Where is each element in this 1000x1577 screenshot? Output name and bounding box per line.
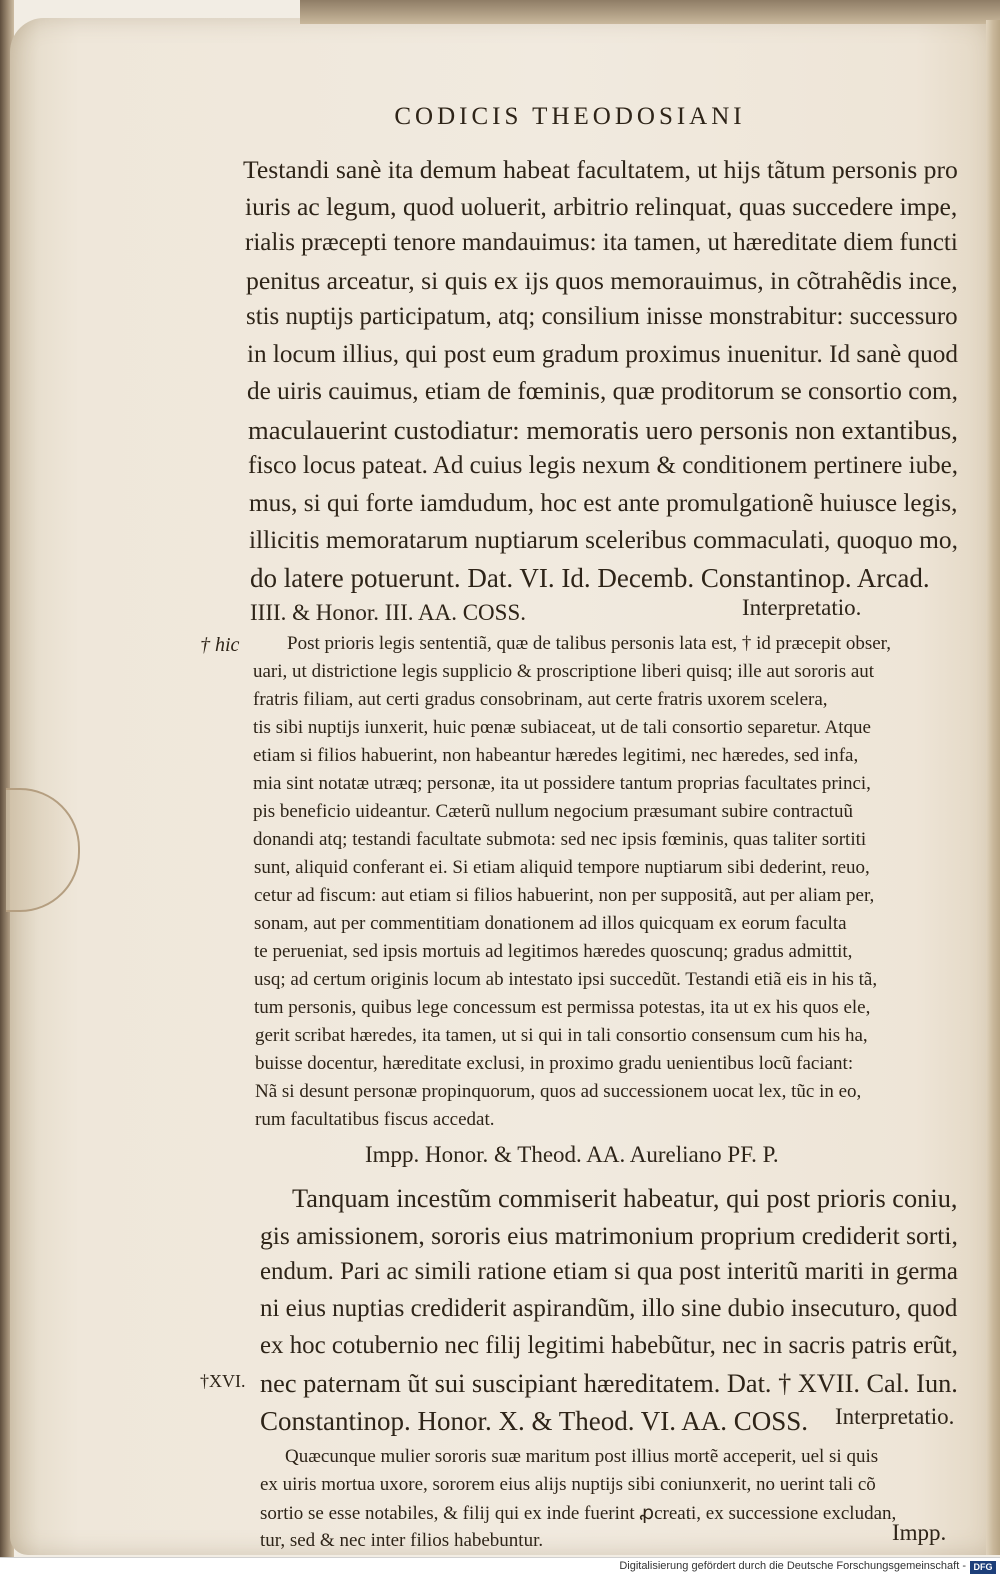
section-heading: Interpretatio.	[742, 595, 862, 620]
text-line: uari, ut districtione legis supplicio & proscriptione liberi quisq; ille aut sororis aut	[253, 661, 875, 682]
text-line: maculauerint custodiatur: memoratis uero personis non extantibus,	[248, 415, 958, 445]
text-line: stis nuptijs participatum, atq; consilium inisse monstrabitur: successuro	[246, 303, 958, 330]
text-line: rum facultatibus fiscus accedat.	[255, 1109, 495, 1130]
text-line: fratris filiam, aut certi gradus consobrinam, aut certe fratris uxorem scelera,	[253, 689, 828, 710]
text-line: mus, si qui forte iamdudum, hoc est ante promulgationẽ huiusce legis,	[249, 489, 958, 517]
text-line: ex hoc cotubernio nec filij legitimi habebũtur, nec in sacris patris erũt,	[260, 1332, 958, 1359]
text-line: usq; ad certum originis locum ab intestato ipsi succedũt. Testandi etiã eis in his tã,	[254, 969, 878, 990]
text-line: in locum illius, qui post eum gradum proximus inuenitur. Id sanè quod	[247, 341, 958, 368]
text-line: Nã si desunt personæ propinquorum, quos ad successionem uocat lex, tũc in eo,	[255, 1081, 862, 1102]
text-line: fisco locus pateat. Ad cuius legis nexum & conditionem pertinere iube,	[248, 452, 958, 479]
text-line: gerit scribat hæredes, ita tamen, ut si qui in tali consortio consensum cum his ha,	[255, 1025, 868, 1046]
text-line: te perueniat, sed ipsis mortuis ad legitimos hæredes quoscunq; gradus admittit,	[254, 941, 853, 962]
text-line: iuris ac legum, quod uoluerit, arbitrio relinquat, quas succedere impe,	[245, 192, 958, 221]
margin-note: † hic	[200, 634, 240, 656]
text-line: penitus arceatur, si quis ex ijs quos memorauimus, in cõtrahẽdis ince,	[246, 266, 958, 295]
section-heading: Interpretatio.	[835, 1404, 955, 1429]
text-line: sonam, aut per commentitiam donationem ad illos quicquam ex eorum faculta	[254, 913, 847, 934]
text-line: rialis præcepti tenore mandauimus: ita tamen, ut hæreditate diem functi	[245, 229, 958, 256]
text-line: Testandi sanè ita demum habeat facultatem, ut hijs tãtum personis pro	[243, 155, 958, 184]
text-line: endum. Pari ac simili ratione etiam si qua post interitũ mariti in germa	[260, 1258, 958, 1285]
text-line: Constantinop. Honor. X. & Theod. VI. AA. COSS.	[260, 1406, 809, 1436]
text-line: cetur ad fiscum: aut etiam si filios habuerint, non per suppositã, aut per aliam per,	[254, 885, 875, 906]
text-line: buisse docentur, hæreditate exclusi, in proximo gradu uenientibus locũ faciant:	[255, 1053, 854, 1074]
text-line: do latere potuerunt. Dat. VI. Id. Decemb. Constantinop. Arcad.	[250, 563, 930, 593]
text-line: ex uiris mortua uxore, sororem eius alijs nuptijs sibi coniunxerit, no uerint tali cõ	[260, 1474, 876, 1495]
running-head: CODICIS THEODOSIANI	[394, 103, 746, 130]
digitization-footer	[0, 1557, 1000, 1577]
text-line: Tanquam incestũm commiserit habeatur, qui post prioris coniu,	[292, 1184, 958, 1213]
text-line: Quæcunque mulier sororis suæ maritum post illius mortẽ acceperit, uel si quis	[285, 1446, 879, 1467]
text-line: ni eius nuptias crediderit aspirandũm, illo sine dubio insecuturo, quod	[260, 1295, 958, 1322]
text-line: IIII. & Honor. III. AA. COSS.	[250, 600, 526, 625]
text-line: etiam si filios habuerint, non habeantur hæredes legitimi, nec hæredes, sed infa,	[253, 745, 859, 766]
text-line: de uiris cauimus, etiam de fœminis, quæ proditorum se consortio com,	[247, 378, 958, 405]
text-line: gis amissionem, sororis eius matrimonium proprium crediderit sorti,	[260, 1221, 958, 1250]
rubric-heading: Impp. Honor. & Theod. AA. Aureliano PF. P.	[365, 1142, 779, 1167]
text-line: tum personis, quibus lege concessum est permissa potestas, ita ut ex his quos ele,	[254, 997, 871, 1018]
text-line: nec paternam ũt sui suscipiant hæreditatem. Dat. † XVII. Cal. Iun.	[260, 1369, 958, 1398]
margin-note: †XVI.	[200, 1371, 246, 1391]
text-line: tur, sed & nec inter filios habebuntur.	[260, 1530, 544, 1551]
dfg-logo: DFG	[970, 1561, 996, 1574]
text-line: donandi atq; testandi facultate submota: sed nec ipsis fœminis, quas taliter sortiti	[253, 829, 867, 850]
funding-notice: Digitalisierung gefördert durch die Deutsche Forschungsgemeinschaft -	[619, 1560, 966, 1572]
text-line: sunt, aliquid conferant ei. Si etiam aliquid tempore nuptiarum sibi dederint, reuo,	[254, 857, 870, 878]
text-line: sortio se esse notabiles, & filij qui ex inde fuerint ꝓcreati, ex successione excludan,	[260, 1503, 897, 1524]
text-line: mia sint notatæ utræq; personæ, ita ut possidere tantum proprias facultates princi,	[253, 773, 871, 794]
catchword: Impp.	[892, 1520, 947, 1545]
text-line: Post prioris legis sententiã, quæ de talibus personis lata est, † id præcepit obser,	[287, 633, 891, 654]
text-line: pis beneficio uideantur. Cæterũ nullum negocium præsumant subire contractuũ	[253, 801, 853, 822]
text-line: illicitis memoratarum nuptiarum sceleribus commaculati, quoquo mo,	[249, 526, 958, 554]
text-line: tis sibi nuptijs iunxerit, huic pœnæ subiaceat, ut de tali consortio separetur. Atque	[253, 717, 871, 738]
